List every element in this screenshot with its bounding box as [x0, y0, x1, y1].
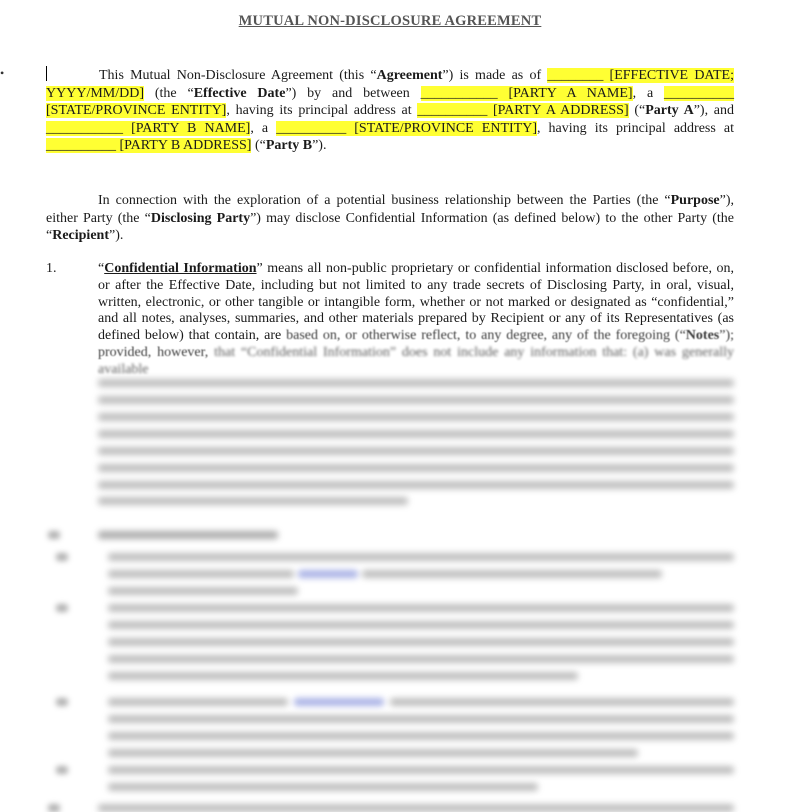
effective-date-term: Effective Date	[193, 85, 286, 101]
blurred-line	[108, 732, 734, 740]
blurred-line	[108, 638, 734, 646]
blurred-line	[108, 604, 734, 612]
section-1-number: 1.	[46, 261, 57, 276]
purpose-text: ”) may disclose Confidential Information (as defined below) to the other Party (the “	[46, 210, 734, 244]
blurred-line	[108, 783, 538, 791]
blurred-section-number	[48, 531, 60, 539]
intro-text: , having its principal address at	[536, 120, 735, 136]
blurred-line	[108, 766, 734, 774]
definition-text-blurred: that “Confidential Information” does not include any information that: (a) was generally available	[98, 344, 734, 377]
disclosing-party-term: Disclosing Party	[150, 210, 251, 226]
blurred-line	[108, 698, 288, 706]
purpose-text: In connection with the exploration of a potential business relationship between the Parties (the “	[98, 193, 671, 208]
definition-text-fading: ”); provided, however,	[98, 328, 734, 360]
intro-text: , a	[250, 120, 277, 136]
blurred-line	[108, 715, 734, 723]
notes-term: Notes	[685, 328, 720, 344]
blurred-line	[108, 655, 734, 663]
document-title: MUTUAL NON-DISCLOSURE AGREEMENT	[238, 13, 542, 29]
blurred-item-marker	[56, 604, 68, 612]
confidential-information-term: Confidential Information	[104, 261, 257, 276]
party-b-name-placeholder[interactable]: ___________ [PARTY B NAME]	[46, 120, 251, 136]
blurred-line	[108, 749, 638, 757]
blurred-heading	[98, 531, 278, 539]
intro-text: ”) by and between	[285, 85, 421, 101]
blurred-line	[98, 497, 408, 505]
intro-text: This Mutual Non-Disclosure Agreement (this “	[99, 68, 377, 83]
party-b-entity-placeholder[interactable]: __________ [STATE/PROVINCE ENTITY]	[276, 120, 537, 136]
intro-text: (the “	[144, 85, 194, 101]
effective-date-placeholder[interactable]: ________ [EFFECTIVE DATE; YYYY/MM/DD]	[46, 68, 734, 101]
definition-text: ” means all non-public proprietary or confidential information disclosed before, on, or after the Effective Date, including but not limited to any trade secrets of Disclosing Party, in oral, visual, written, electronic, or other tangible or intangible form, whether or not marked or designated as “confidential,” and all notes, analyses, summaries, and other materials prepared by Recipient or any of its Representatives (as defined below) that contain, are	[98, 261, 734, 344]
intro-text: , having its principal address at	[226, 103, 418, 119]
blurred-line	[98, 430, 734, 438]
blurred-line	[98, 481, 734, 489]
blurred-line	[98, 447, 734, 455]
blurred-line	[108, 621, 734, 629]
intro-text: ”), and	[693, 103, 734, 119]
party-a-entity-placeholder[interactable]: __________ [STATE/PROVINCE ENTITY]	[46, 85, 735, 119]
blurred-section-number	[48, 804, 60, 812]
margin-marker: •	[0, 66, 5, 80]
blurred-line	[108, 672, 578, 680]
party-b-term: Party B	[265, 138, 313, 154]
blurred-link	[294, 698, 384, 706]
agreement-term: Agreement	[376, 68, 443, 83]
party-b-address-placeholder[interactable]: __________ [PARTY B ADDRESS]	[46, 138, 252, 154]
blurred-line	[98, 804, 734, 812]
intro-text: (“	[628, 103, 646, 119]
intro-text: (“	[251, 138, 266, 154]
recipient-term: Recipient	[52, 228, 109, 244]
intro-text: ”) is made as of	[442, 68, 548, 83]
blurred-line	[108, 570, 294, 578]
purpose-term: Purpose	[670, 193, 720, 208]
intro-text: , a	[632, 85, 665, 101]
intro-text: ”).	[312, 138, 327, 154]
blurred-item-marker	[56, 698, 68, 706]
blurred-line	[98, 413, 734, 421]
blurred-line	[108, 587, 298, 595]
blurred-line	[362, 570, 662, 578]
definition-text: “	[98, 261, 105, 276]
purpose-text: ”), either Party (the “	[46, 193, 734, 226]
blurred-line	[98, 396, 734, 404]
blurred-line	[108, 553, 734, 561]
party-a-name-placeholder[interactable]: ___________ [PARTY A NAME]	[420, 85, 633, 101]
party-a-address-placeholder[interactable]: __________ [PARTY A ADDRESS]	[417, 103, 629, 119]
blurred-link	[298, 570, 358, 578]
purpose-text: ”).	[108, 228, 124, 244]
blurred-item-marker	[56, 553, 68, 561]
blurred-line	[98, 464, 734, 472]
blurred-item-marker	[56, 766, 68, 774]
blurred-line	[98, 379, 734, 387]
party-a-term: Party A	[645, 103, 694, 119]
blurred-line	[390, 698, 734, 706]
definition-text-fading: based on, or otherwise reflect, to any degree, any of the foregoing (“	[286, 328, 686, 344]
